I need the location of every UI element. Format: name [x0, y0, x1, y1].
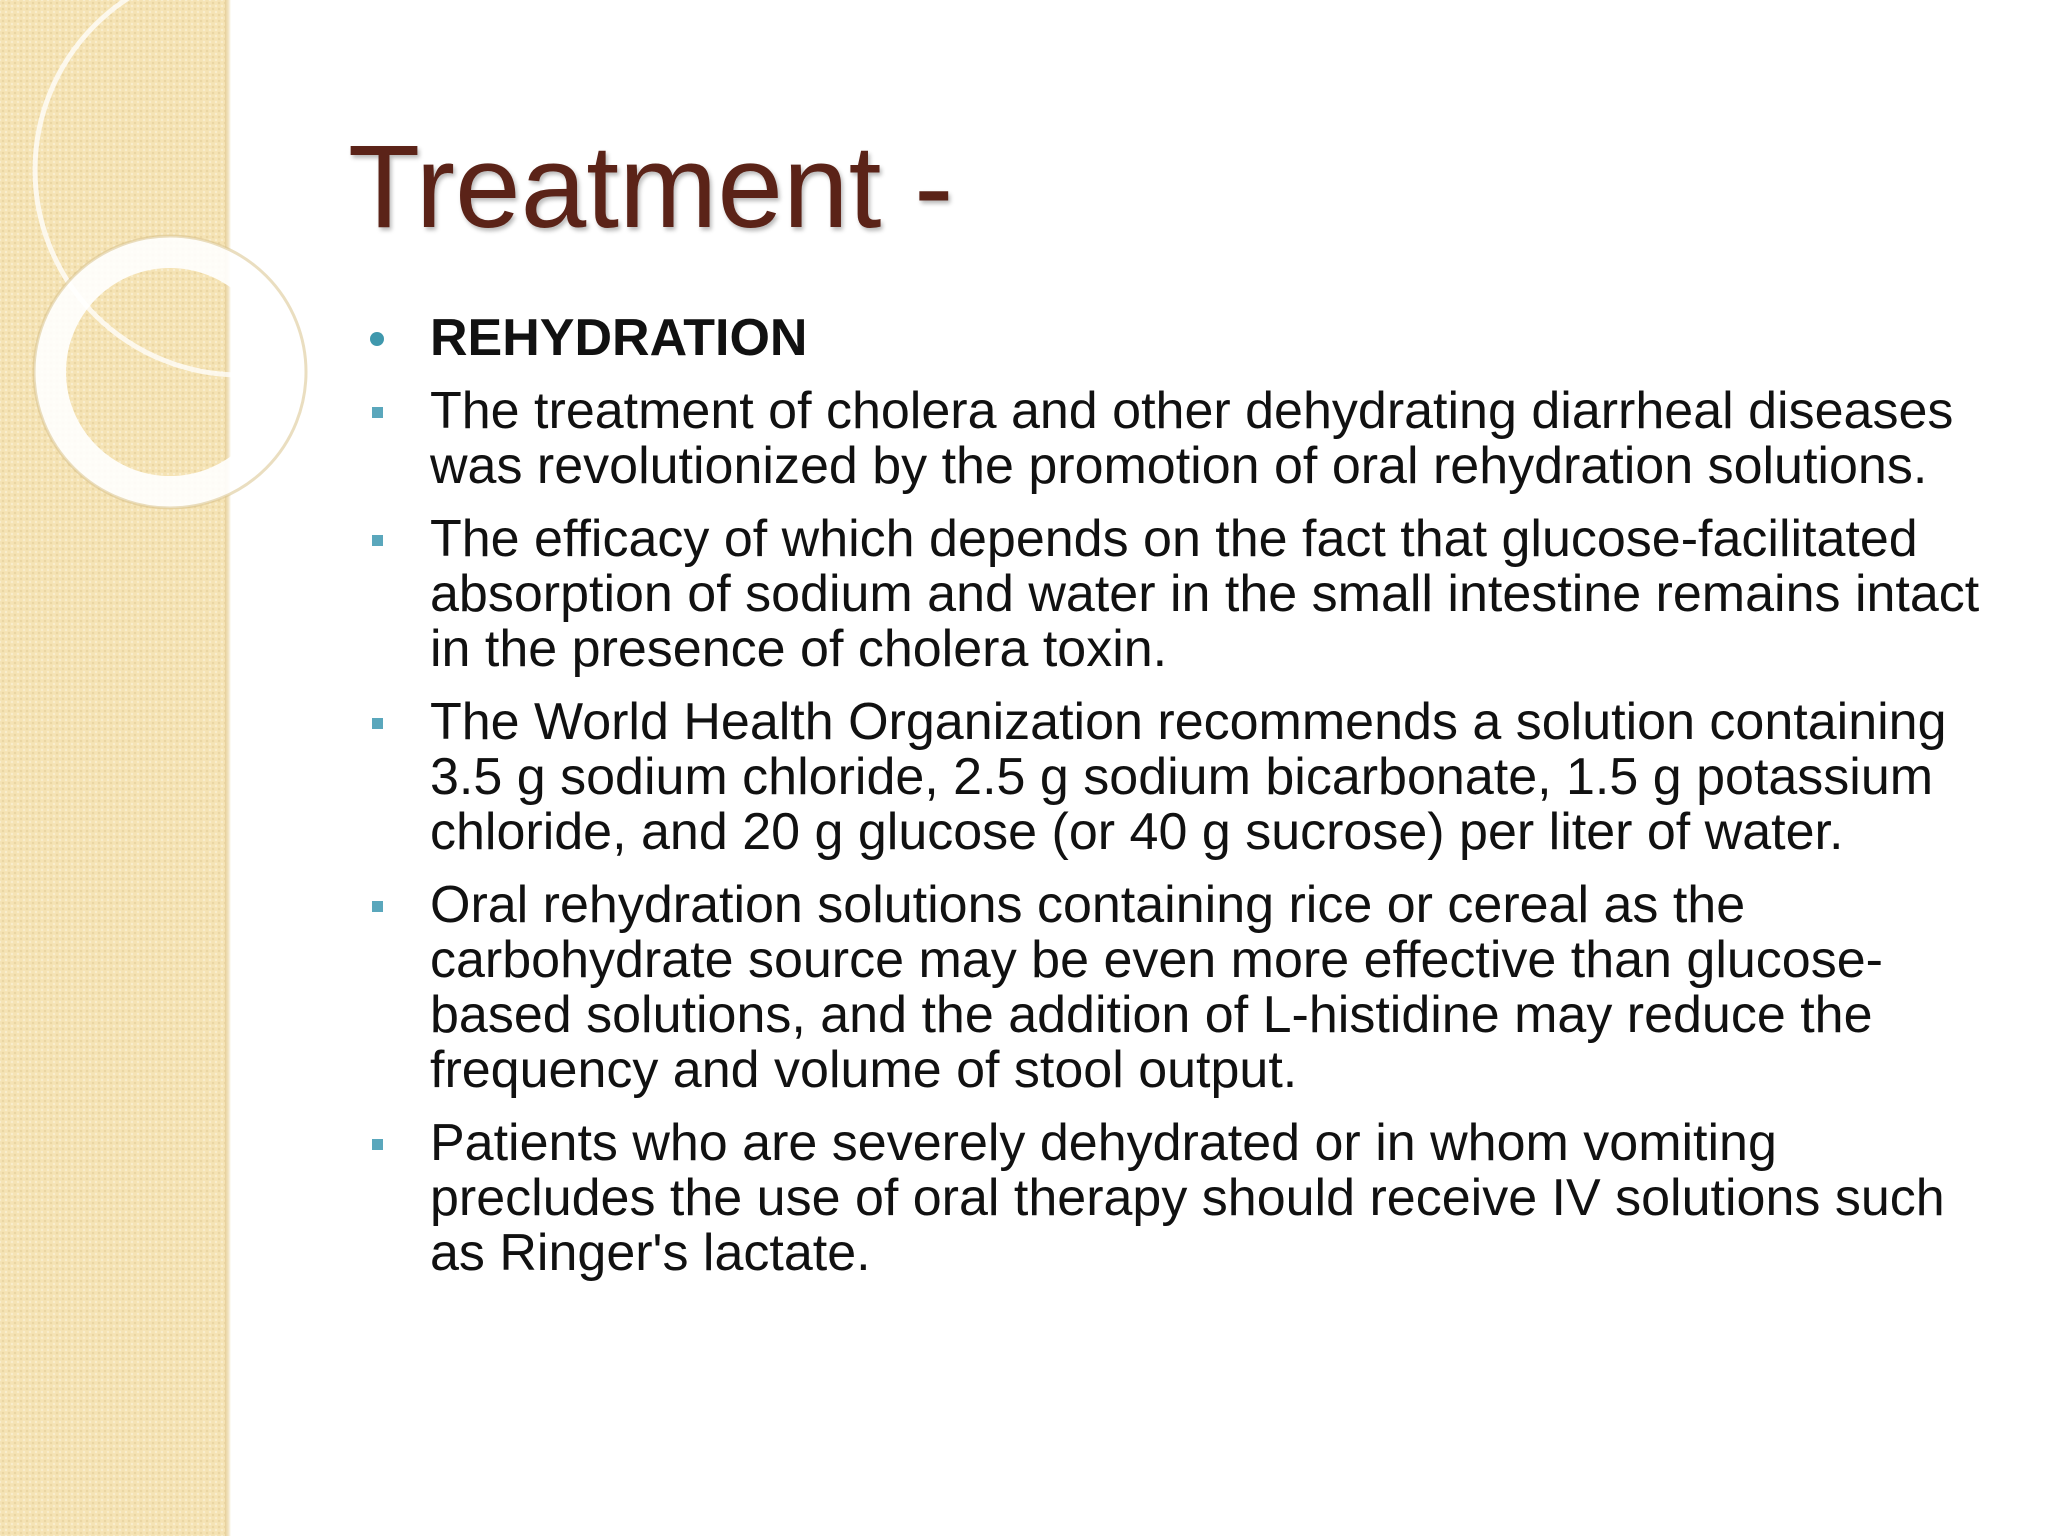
- list-item: [360, 512, 1980, 677]
- list-item: [360, 308, 1980, 368]
- bullet-text: The treatment of cholera and other dehydrating diarrheal diseases was revolutionized by the promotion of oral rehydration solutions.: [430, 382, 1954, 495]
- list-item: [360, 1116, 1980, 1281]
- slide-title: Treatment -: [348, 121, 954, 253]
- bullet-text: Patients who are severely dehydrated or in whom vomiting precludes the use of oral therapy should receive IV solutions such as Ringer's lactate.: [430, 1114, 1945, 1282]
- decorative-rings-icon: [0, 0, 240, 520]
- list-item: [360, 695, 1980, 860]
- list-item: [360, 878, 1980, 1098]
- bullet-text: The efficacy of which depends on the fact that glucose-facilitated absorption of sodium and water in the small intestine remains intact in the presence of cholera toxin.: [430, 510, 1980, 678]
- list-item: [360, 384, 1980, 494]
- bullet-text: The World Health Organization recommends a solution containing 3.5 g sodium chloride, 2.5 g sodium bicarbonate, 1.5 g potassium chloride, and 20 g glucose (or 40 g sucrose) per liter of water.: [430, 693, 1947, 861]
- round-dot-bullet-icon: [370, 332, 384, 346]
- square-bullet-icon: [372, 1139, 383, 1150]
- square-bullet-icon: [372, 407, 383, 418]
- bullet-list: [360, 308, 1980, 1299]
- square-bullet-icon: [372, 718, 383, 729]
- square-bullet-icon: [372, 901, 383, 912]
- square-bullet-icon: [372, 535, 383, 546]
- section-heading: REHYDRATION: [430, 309, 808, 367]
- bullet-text: Oral rehydration solutions containing rice or cereal as the carbohydrate source may be even more effective than glucose-based solutions, and the addition of L-histidine may reduce the frequency and volume of stool output.: [430, 876, 1883, 1099]
